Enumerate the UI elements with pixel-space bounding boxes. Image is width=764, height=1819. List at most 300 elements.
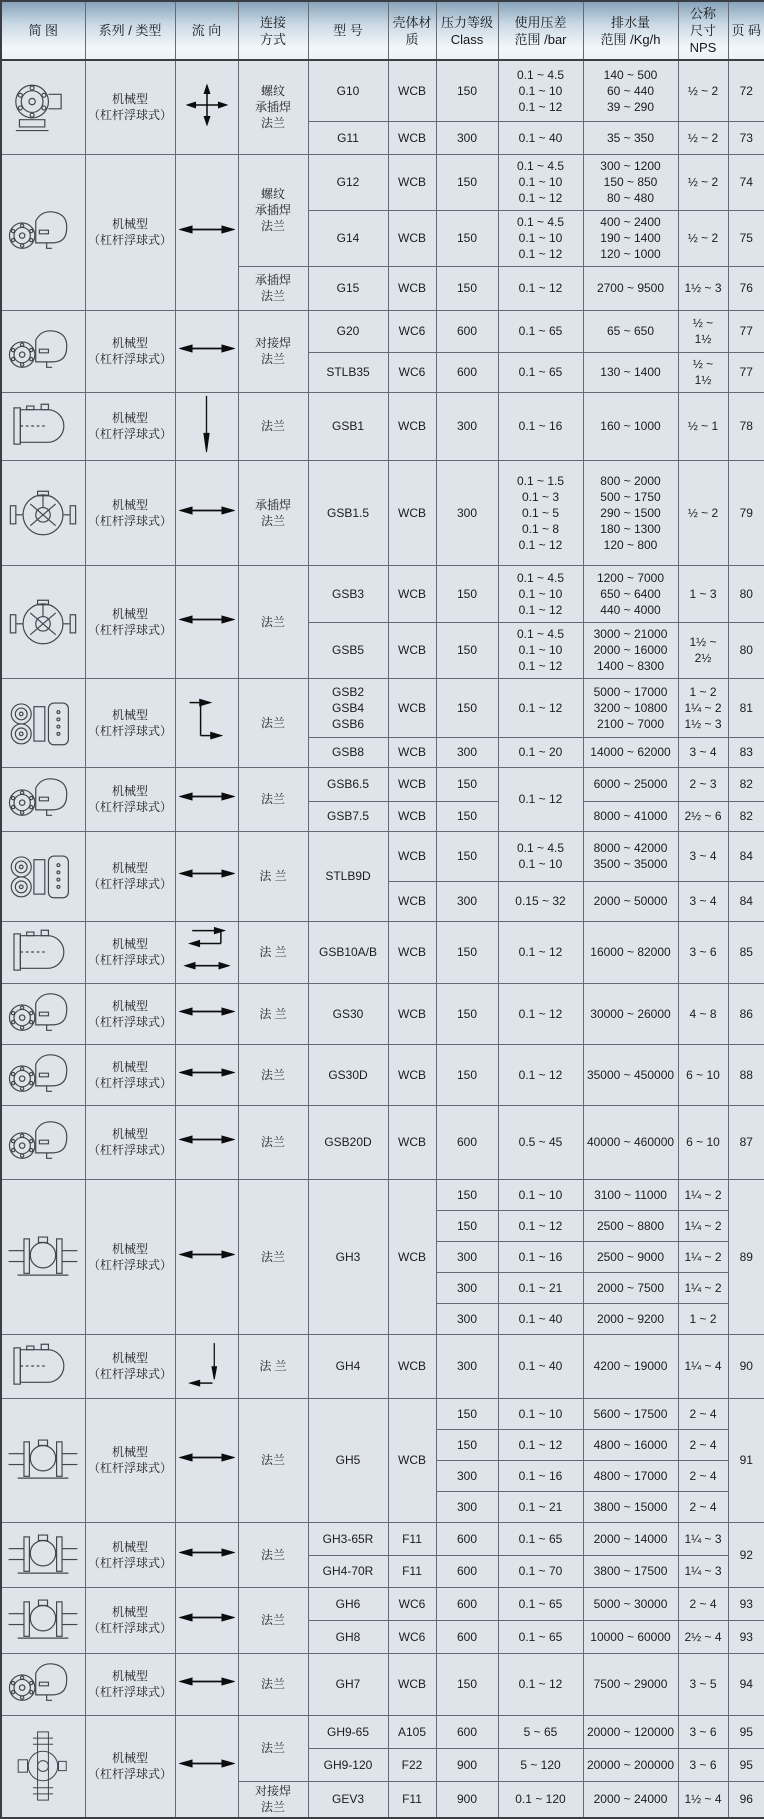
flow-direction-cell: [175, 310, 238, 392]
cell-model: [308, 1522, 388, 1555]
cell-text: 0.1 ~ 65: [518, 324, 563, 338]
cell-text: 95: [739, 1724, 753, 1739]
cell-text: 93: [739, 1629, 753, 1644]
cell-class: [436, 801, 498, 831]
cell-text: 0.1 ~ 8: [521, 521, 560, 536]
cell-text: A105: [397, 1724, 427, 1739]
cell-text: 法兰: [260, 289, 285, 303]
bucket-trap-icon: [6, 1337, 80, 1395]
cell-text: 法 兰: [259, 1006, 287, 1021]
cell-material: [388, 460, 436, 565]
cell-page: [728, 622, 764, 678]
cell-text: 1¼ ~ 3: [684, 1531, 722, 1546]
series-type-cell: [85, 1522, 175, 1587]
cell-capacity: [583, 1334, 678, 1398]
cell-text: 使用压差: [514, 14, 567, 30]
product-diagram-cell: [1, 1653, 85, 1715]
cell-dp: [498, 460, 583, 565]
cell-text: 80: [739, 643, 753, 657]
table-row: [1, 1105, 764, 1179]
cell-nps: [678, 565, 728, 622]
cell-nps: [678, 737, 728, 767]
table-row: [1, 154, 764, 210]
cell-text: 2000 ~ 16000: [593, 643, 668, 657]
cell-text: G15: [336, 281, 360, 295]
cell-material: [388, 1044, 436, 1105]
cell-capacity: [583, 1303, 678, 1334]
cell-text: 0.1 ~ 12: [518, 537, 563, 552]
cell-text: 150 ~ 850: [603, 175, 658, 189]
cell-page: [728, 1334, 764, 1398]
cell-text: 0.1 ~ 16: [518, 419, 563, 433]
cell-nps: [678, 1653, 728, 1715]
cell-text: 0.1 ~ 40: [518, 1359, 563, 1373]
double-horizontal-arrow-icon: [179, 1004, 235, 1019]
cell-material: [388, 1715, 436, 1748]
cell-material: [388, 1398, 436, 1522]
cell-text: 2 ~ 4: [689, 1499, 717, 1514]
inline-valve-trap-icon: [6, 1228, 80, 1286]
cell-class: [436, 1587, 498, 1620]
cell-text: 0.1 ~ 12: [518, 1437, 563, 1452]
cell-class: [436, 1781, 498, 1818]
cell-text: 尺寸: [689, 23, 716, 38]
product-diagram-cell: [1, 310, 85, 392]
cell-nps: [678, 1748, 728, 1781]
cell-text: GEV3: [331, 1792, 364, 1807]
cell-text: （杠杆浮球式）: [87, 1767, 172, 1782]
cell-text: WCB: [398, 1006, 426, 1021]
cell-text: 范围 /bar: [514, 31, 567, 47]
cell-nps: [678, 1522, 728, 1555]
cell-text: WCB: [398, 130, 426, 145]
cell-text: 机械型: [111, 861, 148, 875]
cell-text: WC6: [398, 365, 426, 379]
cell-text: 5600 ~ 17500: [593, 1406, 668, 1421]
cell-text: （杠杆浮球式）: [87, 800, 172, 814]
cell-page: [728, 678, 764, 737]
cell-class: [436, 310, 498, 352]
cell-page: [728, 460, 764, 565]
cell-text: 0.1 ~ 65: [518, 1531, 563, 1546]
cell-text: 2 ~ 4: [689, 1468, 717, 1483]
cell-text: WCB: [398, 1135, 426, 1149]
flow-direction-cell: [175, 831, 238, 921]
cell-model: [308, 1587, 388, 1620]
cell-capacity: [583, 678, 678, 737]
bucket-trap-icon: [6, 397, 80, 455]
cell-text: GSB5: [331, 643, 364, 657]
product-diagram-cell: [1, 154, 85, 310]
cell-page: [728, 1179, 764, 1334]
cell-text: GSB2: [331, 684, 364, 699]
cell-dp: [498, 392, 583, 460]
table-body: [1, 60, 764, 1818]
connection-type-cell: [238, 565, 308, 678]
cell-text: 140 ~ 500: [603, 67, 658, 82]
cell-text: ½ ~ 2: [687, 505, 719, 520]
column-header-material: [388, 1, 436, 60]
table-row: [1, 1522, 764, 1555]
cell-text: 0.1 ~ 10: [518, 1406, 563, 1421]
inline-valve-trap-icon: [6, 1591, 80, 1649]
series-type-cell: [85, 1587, 175, 1653]
cell-material: [388, 1334, 436, 1398]
double-horizontal-arrow-icon: [179, 1132, 235, 1147]
cell-text: 4200 ~ 19000: [593, 1359, 668, 1373]
cell-text: 4800 ~ 17000: [593, 1468, 668, 1483]
product-diagram-cell: [1, 921, 85, 983]
cell-page: [728, 983, 764, 1044]
double-horizontal-arrow-icon: [179, 1065, 235, 1080]
cell-text: WCB: [398, 849, 426, 863]
cell-class: [436, 881, 498, 921]
cell-material: [388, 921, 436, 983]
double-horizontal-arrow-icon: [179, 789, 235, 804]
cell-text: （杠杆浮球式）: [87, 233, 172, 247]
cell-text: 500 ~ 1750: [600, 489, 661, 504]
cell-text: GSB3: [331, 586, 364, 601]
cell-text: WCB: [398, 1249, 426, 1264]
cell-text: 型 号: [333, 23, 363, 38]
cell-model: [308, 1105, 388, 1179]
column-header-diagram: [1, 1, 85, 60]
cell-text: 2½: [694, 651, 712, 665]
cell-class: [436, 767, 498, 801]
cell-dp: [498, 1555, 583, 1587]
cell-text: 400 ~ 2400: [600, 215, 661, 229]
cell-model: [308, 678, 388, 737]
side-float-trap-icon: [6, 770, 80, 828]
cell-class: [436, 921, 498, 983]
cell-text: 法 兰: [259, 945, 287, 959]
table-row: [1, 392, 764, 460]
cell-capacity: [583, 154, 678, 210]
cell-text: WC6: [398, 1629, 426, 1644]
cell-nps: [678, 831, 728, 881]
series-type-cell: [85, 1334, 175, 1398]
product-diagram-cell: [1, 1715, 85, 1818]
cell-dp: [498, 1587, 583, 1620]
cell-text: 89: [739, 1249, 753, 1264]
cell-text: 600: [456, 1596, 478, 1611]
cell-text: 4800 ~ 16000: [593, 1437, 668, 1452]
cell-class: [436, 210, 498, 266]
cell-text: 范围 /Kg/h: [600, 31, 661, 47]
cell-text: F11: [402, 1792, 422, 1807]
cell-text: 承插焊: [254, 100, 291, 115]
cell-class: [436, 154, 498, 210]
cell-material: [388, 1748, 436, 1781]
cell-text: 法兰: [260, 116, 285, 131]
cell-text: （杠杆浮球式）: [87, 1143, 172, 1157]
flow-direction-cell: [175, 1334, 238, 1398]
cell-text: 法兰: [260, 1677, 285, 1691]
cell-text: 3 ~ 6: [689, 945, 717, 959]
cell-model: [308, 737, 388, 767]
cell-text: 3800 ~ 17500: [593, 1564, 668, 1578]
cell-page: [728, 310, 764, 352]
connection-type-cell: [238, 678, 308, 767]
series-type-cell: [85, 565, 175, 678]
cell-text: （杠杆浮球式）: [87, 352, 172, 366]
cell-capacity: [583, 801, 678, 831]
cell-text: 0.1 ~ 12: [518, 659, 563, 673]
cell-text: 2500 ~ 8800: [596, 1218, 665, 1233]
cell-capacity: [583, 1748, 678, 1781]
cell-text: 440 ~ 4000: [600, 602, 661, 617]
cell-text: 1½: [694, 373, 712, 387]
cell-text: 80: [739, 586, 753, 601]
cell-text: （杠杆浮球式）: [87, 622, 172, 637]
cell-text: 150: [456, 1187, 478, 1202]
cell-class: [436, 1522, 498, 1555]
series-type-cell: [85, 1044, 175, 1105]
cell-text: 0.1 ~ 65: [518, 1596, 563, 1611]
cell-text: 法兰: [260, 715, 285, 730]
table-row: [1, 565, 764, 622]
cell-text: 300: [456, 1280, 478, 1295]
cell-dp: [498, 1491, 583, 1522]
cell-text: 0.1 ~ 20: [518, 745, 563, 759]
cell-text: 90: [739, 1359, 753, 1373]
table-row: [1, 1653, 764, 1715]
cell-text: 300: [456, 1359, 478, 1373]
cell-text: 1¼ ~ 3: [684, 1564, 722, 1578]
cell-text: 800 ~ 2000: [600, 473, 661, 488]
cell-text: 法兰: [260, 1741, 285, 1755]
flow-direction-cell: [175, 678, 238, 767]
product-diagram-cell: [1, 678, 85, 767]
cell-text: WC6: [398, 324, 426, 338]
table-row: [1, 983, 764, 1044]
product-diagram-cell: [1, 1587, 85, 1653]
cell-text: 6 ~ 10: [686, 1067, 720, 1082]
cell-text: GH9-65: [326, 1724, 370, 1739]
cell-text: WCB: [398, 894, 426, 908]
cell-class: [436, 983, 498, 1044]
cell-class: [436, 1398, 498, 1429]
cell-material: [388, 881, 436, 921]
cell-class: [436, 1653, 498, 1715]
cell-nps: [678, 1334, 728, 1398]
cell-model: [308, 1044, 388, 1105]
cell-text: 180 ~ 1300: [600, 521, 661, 536]
cell-text: 0.1 ~ 12: [518, 247, 563, 261]
cell-text: GH3-65R: [322, 1531, 374, 1546]
cell-class: [436, 1715, 498, 1748]
cell-nps: [678, 1587, 728, 1620]
cell-text: 3800 ~ 15000: [593, 1499, 668, 1514]
cell-text: 5 ~ 65: [523, 1724, 558, 1739]
connection-type-cell: [238, 1044, 308, 1105]
flow-direction-cell: [175, 1653, 238, 1715]
connection-type-cell: [238, 1653, 308, 1715]
cell-capacity: [583, 1653, 678, 1715]
cell-text: 150: [456, 777, 478, 791]
cell-dp: [498, 1620, 583, 1653]
cell-material: [388, 1653, 436, 1715]
cell-text: G12: [336, 175, 360, 189]
cell-page: [728, 1715, 764, 1748]
cell-model: [308, 1334, 388, 1398]
cell-text: ½ ~ 2: [687, 130, 719, 145]
cell-capacity: [583, 266, 678, 310]
cell-capacity: [583, 1620, 678, 1653]
cell-text: 300: [456, 505, 478, 520]
cell-text: 机械型: [111, 707, 148, 722]
cell-text: 96: [739, 1792, 753, 1807]
series-type-cell: [85, 460, 175, 565]
cell-capacity: [583, 1241, 678, 1272]
cell-text: 150: [456, 809, 478, 823]
cell-text: 2000 ~ 9200: [596, 1311, 665, 1326]
cell-dp: [498, 1653, 583, 1715]
cell-material: [388, 210, 436, 266]
cell-text: GS30: [332, 1006, 364, 1021]
cell-text: （杠杆浮球式）: [87, 1075, 172, 1090]
cell-text: G20: [336, 324, 360, 338]
cell-nps: [678, 1303, 728, 1334]
cell-text: 机械型: [111, 1751, 148, 1766]
cell-text: （杠杆浮球式）: [87, 1685, 172, 1699]
cell-text: WCB: [398, 83, 426, 98]
cell-text: G10: [336, 83, 360, 98]
cell-text: 600: [456, 1564, 478, 1578]
cell-capacity: [583, 881, 678, 921]
cell-text: 0.1 ~ 5: [521, 505, 560, 520]
cell-page: [728, 831, 764, 881]
product-diagram-cell: [1, 1105, 85, 1179]
cell-text: 150: [456, 1067, 478, 1082]
connection-type-cell: [238, 310, 308, 392]
cell-class: [436, 1748, 498, 1781]
cell-text: 91: [739, 1453, 753, 1467]
connection-type-cell: [238, 392, 308, 460]
cell-text: 150: [456, 643, 478, 657]
inline-valve-trap-icon: [6, 1526, 80, 1584]
cell-text: 简 图: [28, 23, 59, 38]
cell-text: 2000 ~ 14000: [593, 1531, 668, 1546]
cell-nps: [678, 460, 728, 565]
cell-nps: [678, 1491, 728, 1522]
cell-text: 0.1 ~ 3: [521, 489, 560, 504]
cell-text: 14000 ~ 62000: [590, 745, 671, 759]
cell-capacity: [583, 1715, 678, 1748]
cell-text: 0.1 ~ 10: [518, 586, 563, 601]
cell-text: 0.1 ~ 4.5: [516, 159, 565, 173]
connection-type-cell: [238, 1587, 308, 1653]
cell-dp: [498, 210, 583, 266]
cell-text: 0.1 ~ 12: [518, 281, 563, 295]
cell-text: GH3: [335, 1249, 361, 1264]
cell-text: 法兰: [260, 352, 285, 366]
cell-page: [728, 352, 764, 392]
cell-capacity: [583, 210, 678, 266]
flow-direction-cell: [175, 1044, 238, 1105]
cell-text: 85: [739, 945, 753, 959]
cell-capacity: [583, 1522, 678, 1555]
cell-text: 8000 ~ 42000: [593, 841, 668, 855]
cell-text: 法兰: [260, 1547, 285, 1562]
column-header-connection: [238, 1, 308, 60]
cell-model: [308, 983, 388, 1044]
cell-class: [436, 678, 498, 737]
cell-text: STLB35: [326, 365, 370, 379]
cell-text: （杠杆浮球式）: [87, 1621, 172, 1635]
cell-page: [728, 121, 764, 154]
cell-text: 81: [739, 700, 753, 715]
cell-text: GH7: [335, 1677, 361, 1691]
cell-text: ½ ~ 2: [687, 175, 719, 189]
double-horizontal-arrow-icon: [179, 1756, 235, 1771]
cell-text: 0.1 ~ 21: [518, 1499, 563, 1514]
cell-text: 150: [456, 175, 478, 189]
cell-text: GSB20D: [324, 1135, 372, 1149]
cell-text: 82: [739, 777, 753, 791]
cell-capacity: [583, 352, 678, 392]
cell-text: 7500 ~ 29000: [593, 1677, 668, 1691]
cell-text: WCB: [398, 945, 426, 959]
cell-text: STLB9D: [325, 869, 371, 883]
cell-dp: [498, 1460, 583, 1491]
cell-text: 承插焊: [254, 273, 291, 287]
cell-class: [436, 1044, 498, 1105]
cell-nps: [678, 678, 728, 737]
cell-text: 0.1 ~ 12: [518, 1006, 563, 1021]
cell-text: 机械型: [111, 1539, 148, 1554]
table-row: [1, 921, 764, 983]
cell-model: [308, 1555, 388, 1587]
cell-nps: [678, 1044, 728, 1105]
cell-text: WCB: [398, 281, 426, 295]
connection-type-cell: [238, 1179, 308, 1334]
cell-class: [436, 1429, 498, 1460]
cell-nps: [678, 801, 728, 831]
cell-text: 2000 ~ 50000: [593, 894, 668, 908]
cell-capacity: [583, 767, 678, 801]
cell-page: [728, 1105, 764, 1179]
cell-text: GSB8: [331, 745, 364, 759]
cell-text: 76: [739, 281, 753, 295]
product-diagram-cell: [1, 1334, 85, 1398]
cell-text: ½ ~ 1: [687, 419, 719, 433]
product-diagram-cell: [1, 831, 85, 921]
bucket-trap-icon: [6, 923, 80, 981]
cell-text: 150: [456, 945, 478, 959]
cell-nps: [678, 1429, 728, 1460]
cell-text: 2100 ~ 7000: [596, 716, 665, 731]
cell-text: 300: [456, 1311, 478, 1326]
cell-text: 机械型: [111, 1669, 148, 1683]
cell-nps: [678, 767, 728, 801]
cell-dp: [498, 1398, 583, 1429]
cell-text: WCB: [398, 643, 426, 657]
series-type-cell: [85, 831, 175, 921]
connection-type-cell: [238, 154, 308, 266]
flow-direction-cell: [175, 983, 238, 1044]
cell-text: GSB10A/B: [318, 945, 378, 959]
cell-text: WCB: [398, 745, 426, 759]
product-diagram-cell: [1, 1398, 85, 1522]
cell-text: 0.1 ~ 4.5: [516, 67, 565, 82]
cell-text: 机械型: [111, 1127, 148, 1141]
cell-dp: [498, 921, 583, 983]
cell-material: [388, 983, 436, 1044]
column-header-capacity: [583, 1, 678, 60]
cell-text: 0.1 ~ 4.5: [516, 570, 565, 585]
cell-class: [436, 1303, 498, 1334]
